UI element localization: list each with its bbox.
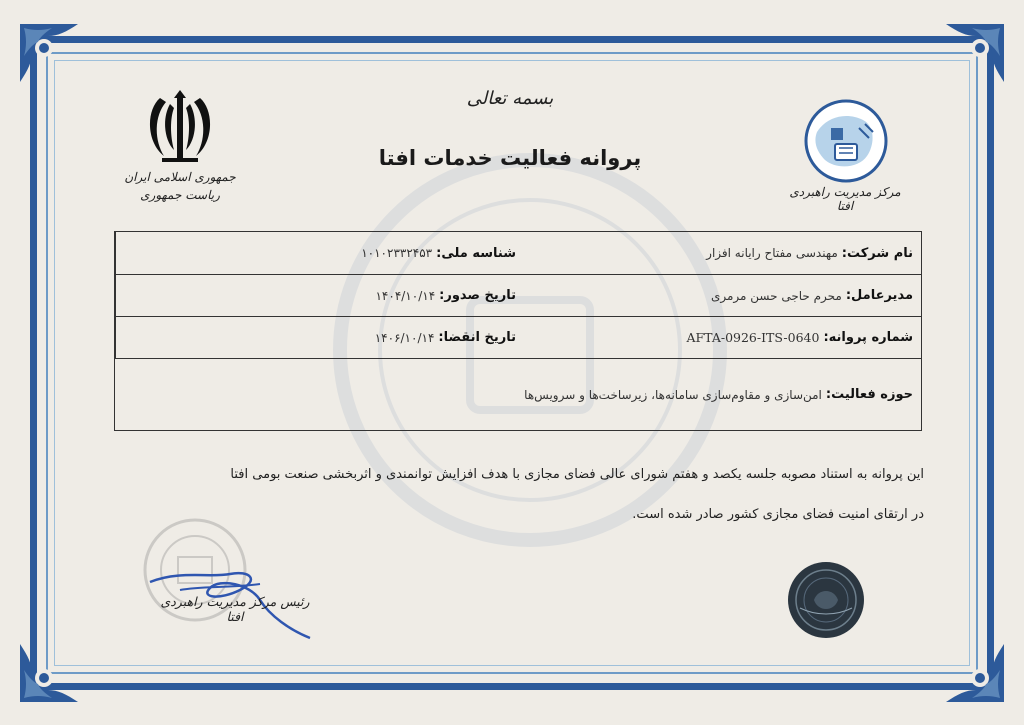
basmala: بسمه تعالی xyxy=(466,88,554,109)
expiry-date-value: ۱۴۰۶/۱۰/۱۴ xyxy=(374,330,435,345)
ceo-cell xyxy=(524,275,921,317)
license-number-label: شماره پروانه: xyxy=(823,330,913,345)
corner-ornament-icon xyxy=(18,630,92,704)
issue-date-label: تاریخ صدور: xyxy=(439,288,516,303)
corner-ornament-icon xyxy=(932,630,1006,704)
emblem-caption-line1: جمهوری اسلامی ایران xyxy=(124,170,236,184)
company-value: مهندسی مفتاح رایانه افزار xyxy=(706,246,838,260)
hologram-seal-icon xyxy=(786,560,866,640)
emblem-caption xyxy=(115,168,245,204)
license-number-cell xyxy=(524,317,921,359)
afta-logo-icon xyxy=(803,98,889,184)
company-cell xyxy=(524,232,921,275)
expiry-date-label: تاریخ انقضا: xyxy=(438,330,516,345)
corner-ornament-icon xyxy=(932,22,1006,96)
logo-caption: مرکز مدیریت راهبردی افتا xyxy=(789,185,901,213)
national-id-cell xyxy=(115,232,524,275)
issue-date-value: ۱۴۰۴/۱۰/۱۴ xyxy=(375,288,436,303)
license-info-table xyxy=(114,231,922,431)
signatory-title: رئیس مرکز مدیریت راهبردی افتا xyxy=(160,594,310,624)
license-number-value: AFTA-0926-ITS-0640 xyxy=(686,330,820,345)
activity-scope-cell xyxy=(115,359,921,430)
statement-line1: این پروانه به استناد مصوبه جلسه یکصد و هفتم شورای عالی فضای مجازی با هدف افزایش توانمندی و اثربخشی صنعت بومی افتا xyxy=(230,467,924,482)
national-id-label: شناسه ملی: xyxy=(436,245,516,261)
statement-line2: در ارتقای امنیت فضای مجازی کشور صادر شده است. xyxy=(632,507,924,522)
ceo-value: محرم حاجی حسن مرمری xyxy=(710,288,842,303)
activity-scope-value: امن‌سازی و مقاوم‌سازی سامانه‌ها، زیرساخت‌ها و سرویس‌ها xyxy=(524,387,822,402)
ceo-label: مدیرعامل: xyxy=(845,288,913,303)
page-title: پروانه فعالیت خدمات افتا xyxy=(378,146,642,170)
iran-emblem-icon xyxy=(140,88,220,168)
issue-date-cell xyxy=(115,275,524,317)
expiry-date-cell xyxy=(115,317,524,359)
corner-ornament-icon xyxy=(18,22,92,96)
activity-scope-label: حوزه فعالیت: xyxy=(825,387,913,402)
national-id-value: ۱۰۱۰۲۳۳۲۴۵۳ xyxy=(361,246,433,260)
company-label: نام شرکت: xyxy=(841,245,913,261)
emblem-caption-line2: ریاست جمهوری xyxy=(140,188,220,202)
